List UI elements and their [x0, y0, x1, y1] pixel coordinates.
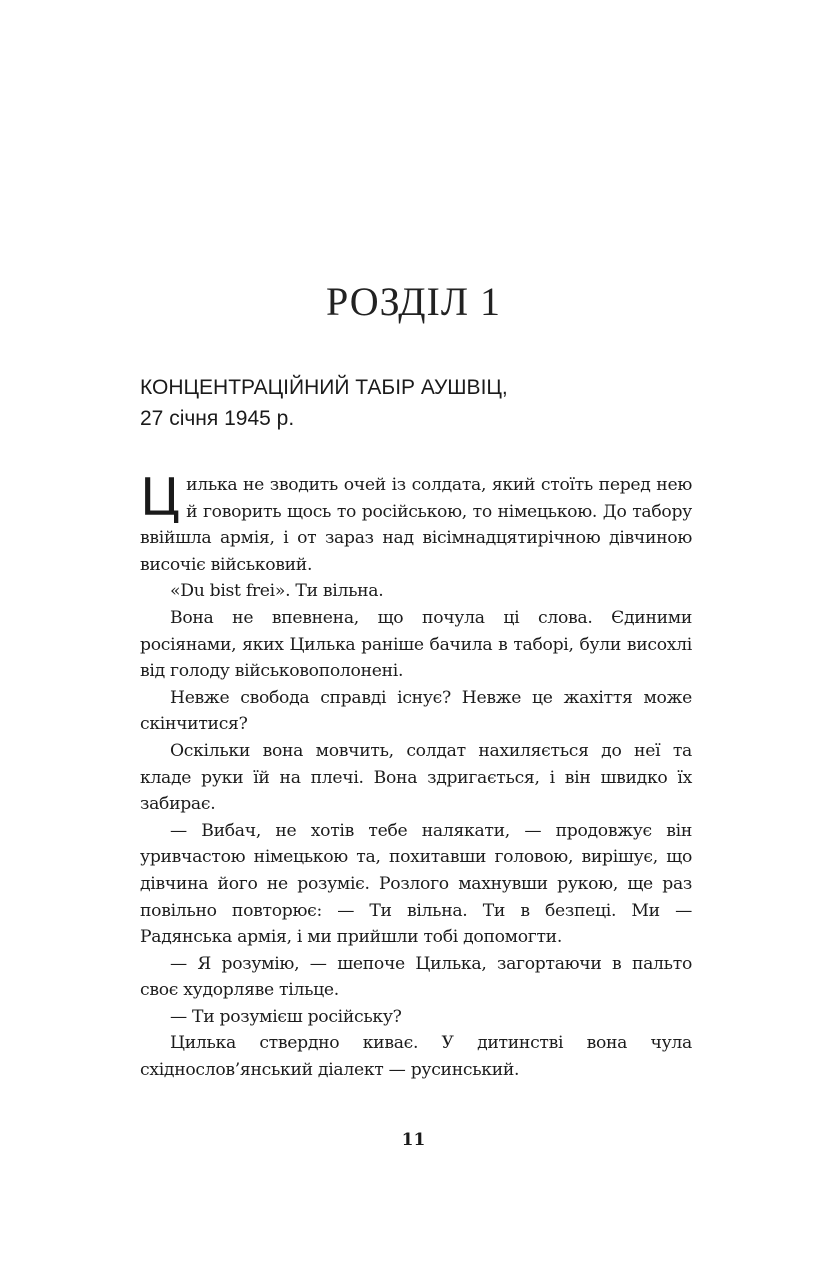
heading-location: КОНЦЕНТРАЦІЙНИЙ ТАБІР АУШВІЦ,: [140, 376, 508, 399]
paragraph-3: Вона не впевнена, що почула ці слова. Єдиними росіянами, яких Цилька раніше бачила в таборі, були висохлі від голоду військовополонені.: [140, 607, 692, 682]
chapter-title: РОЗДІЛ 1: [326, 279, 501, 324]
paragraph-6: — Вибач, не хотів тебе налякати, — продовжує він уривчастою німецькою та, похитавши головою, вирішує, що дівчина його не розуміє. Розлого махнувши рукою, ще раз повільно повторює: — Ти вільна. Ти в безпеці. Ми — Радянська армія, і ми прийшли тобі допомогти.: [140, 820, 692, 948]
paragraph-9: Цилька ствердно киває. У дитинстві вона чула східнослов’янський діалект — русинський.: [140, 1033, 692, 1081]
page-number: 11: [401, 1130, 426, 1150]
paragraph-7: — Я розумію, — шепоче Цилька, загортаючи в пальто своє худорляве тільце.: [140, 953, 692, 1001]
paragraph-1-text: илька не зводить очей із солдата, який стоїть перед нею й говорить щось то російською, то німецькою. До табору ввійшла армія, і от зараз над вісімнадцятирічною дівчиною височіє військовий.: [140, 475, 692, 575]
paragraph-1: [140, 468, 692, 578]
heading-date: 27 січня 1945 р.: [140, 407, 295, 430]
body-text: [140, 468, 692, 1084]
section-heading: [140, 372, 700, 434]
paragraph-8: — Ти розумієш російську?: [170, 1006, 402, 1027]
drop-cap: Ц: [140, 468, 181, 528]
paragraph-2: «Du bist frei». Ти вільна.: [170, 581, 384, 602]
paragraph-5: Оскільки вона мовчить, солдат нахиляється до неї та кладе руки їй на плечі. Вона здригається, і він швидко їх забирає.: [140, 740, 692, 815]
paragraph-4: Невже свобода справді існує? Невже це жахіття може скінчитися?: [140, 687, 692, 735]
